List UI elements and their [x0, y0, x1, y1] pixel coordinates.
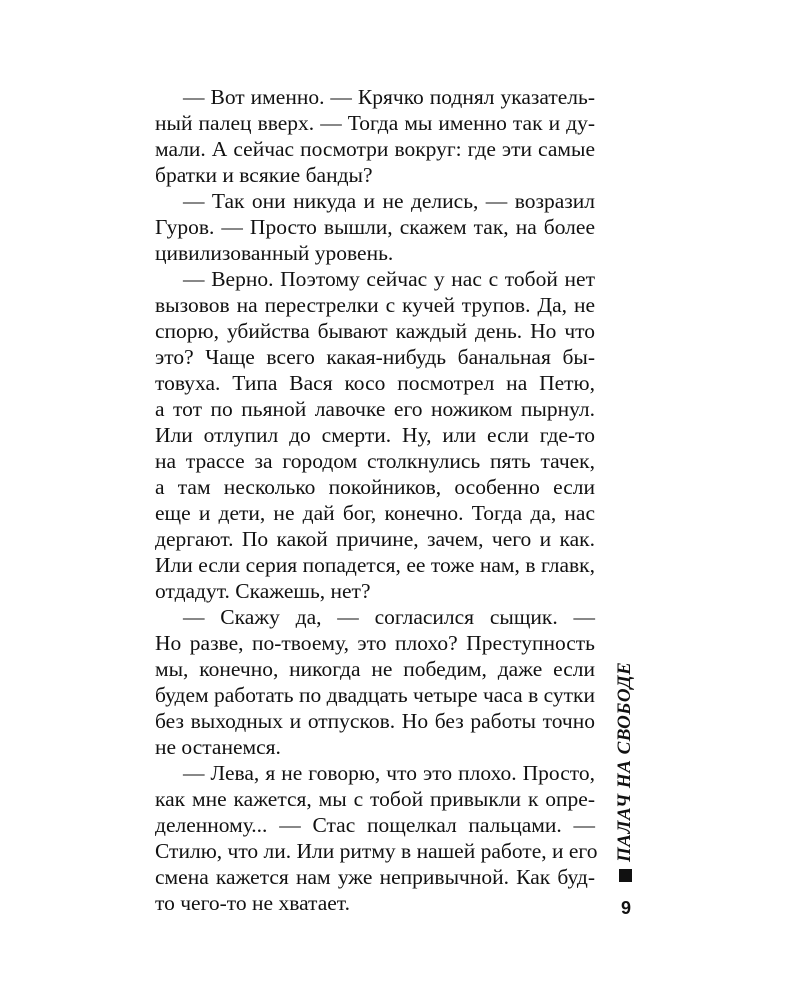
text-line: товуха. Типа Вася косо посмотрел на Петю,	[155, 371, 595, 395]
text-line: Или если серия попадется, ее тоже нам, в главк,	[155, 553, 595, 577]
body-text	[155, 84, 598, 916]
text-line: отдадут. Скажешь, нет?	[155, 579, 371, 603]
text-line: — Вот именно. — Крячко поднял указатель-	[183, 85, 595, 109]
running-title: ПАЛАЧ НА СВОБОДЕ	[614, 661, 635, 862]
text-line: цивилизованный уровень.	[155, 241, 394, 265]
text-line: то чего-то не хватает.	[155, 891, 350, 915]
text-line: вызовов на перестрелки с кучей трупов. Да, не	[155, 293, 595, 317]
text-line: ный палец вверх. — Тогда мы именно так и ду-	[155, 111, 595, 135]
text-line: Стилю, что ли. Или ритму в нашей работе, и его	[155, 839, 598, 863]
text-line: это? Чаще всего какая-нибудь банальная бы-	[155, 345, 595, 369]
text-line: братки и всякие банды?	[155, 163, 373, 187]
text-line: не останемся.	[155, 735, 281, 759]
text-line: Гуров. — Просто вышли, скажем так, на более	[155, 215, 595, 239]
text-line: Но разве, по-твоему, это плохо? Преступность	[155, 631, 595, 655]
text-line: дергают. По какой причине, зачем, чего и как.	[155, 527, 595, 551]
page-number: 9	[620, 898, 631, 918]
text-line: мы, конечно, никогда не победим, даже если	[155, 657, 595, 681]
square-marker-icon	[619, 869, 632, 882]
text-line: еще и дети, не дай бог, конечно. Тогда да, нас	[155, 501, 595, 525]
text-line: — Так они никуда и не делись, — возразил	[183, 189, 595, 213]
text-line: на трассе за городом столкнулись пять тачек,	[155, 449, 595, 473]
text-line: — Скажу да, — согласился сыщик. —	[183, 605, 595, 629]
text-line: деленному... — Стас пощелкал пальцами. —	[155, 813, 595, 837]
text-line: Или отлупил до смерти. Ну, или если где-то	[155, 423, 595, 447]
text-line: — Верно. Поэтому сейчас у нас с тобой нет	[183, 267, 595, 291]
text-line: спорю, убийства бывают каждый день. Но что	[155, 319, 595, 343]
text-line: без выходных и отпусков. Но без работы точно	[155, 709, 595, 733]
text-line: — Лева, я не говорю, что это плохо. Просто,	[183, 761, 595, 785]
text-line: а тот по пьяной лавочке его ножиком пырнул.	[155, 397, 595, 421]
text-line: а там несколько покойников, особенно если	[155, 475, 595, 499]
text-line: будем работать по двадцать четыре часа в сутки	[155, 683, 595, 707]
text-line: мали. А сейчас посмотри вокруг: где эти самые	[155, 137, 595, 161]
text-line: как мне кажется, мы с тобой привыкли к опре-	[155, 787, 595, 811]
text-line: смена кажется нам уже непривычной. Как буд-	[155, 865, 595, 889]
